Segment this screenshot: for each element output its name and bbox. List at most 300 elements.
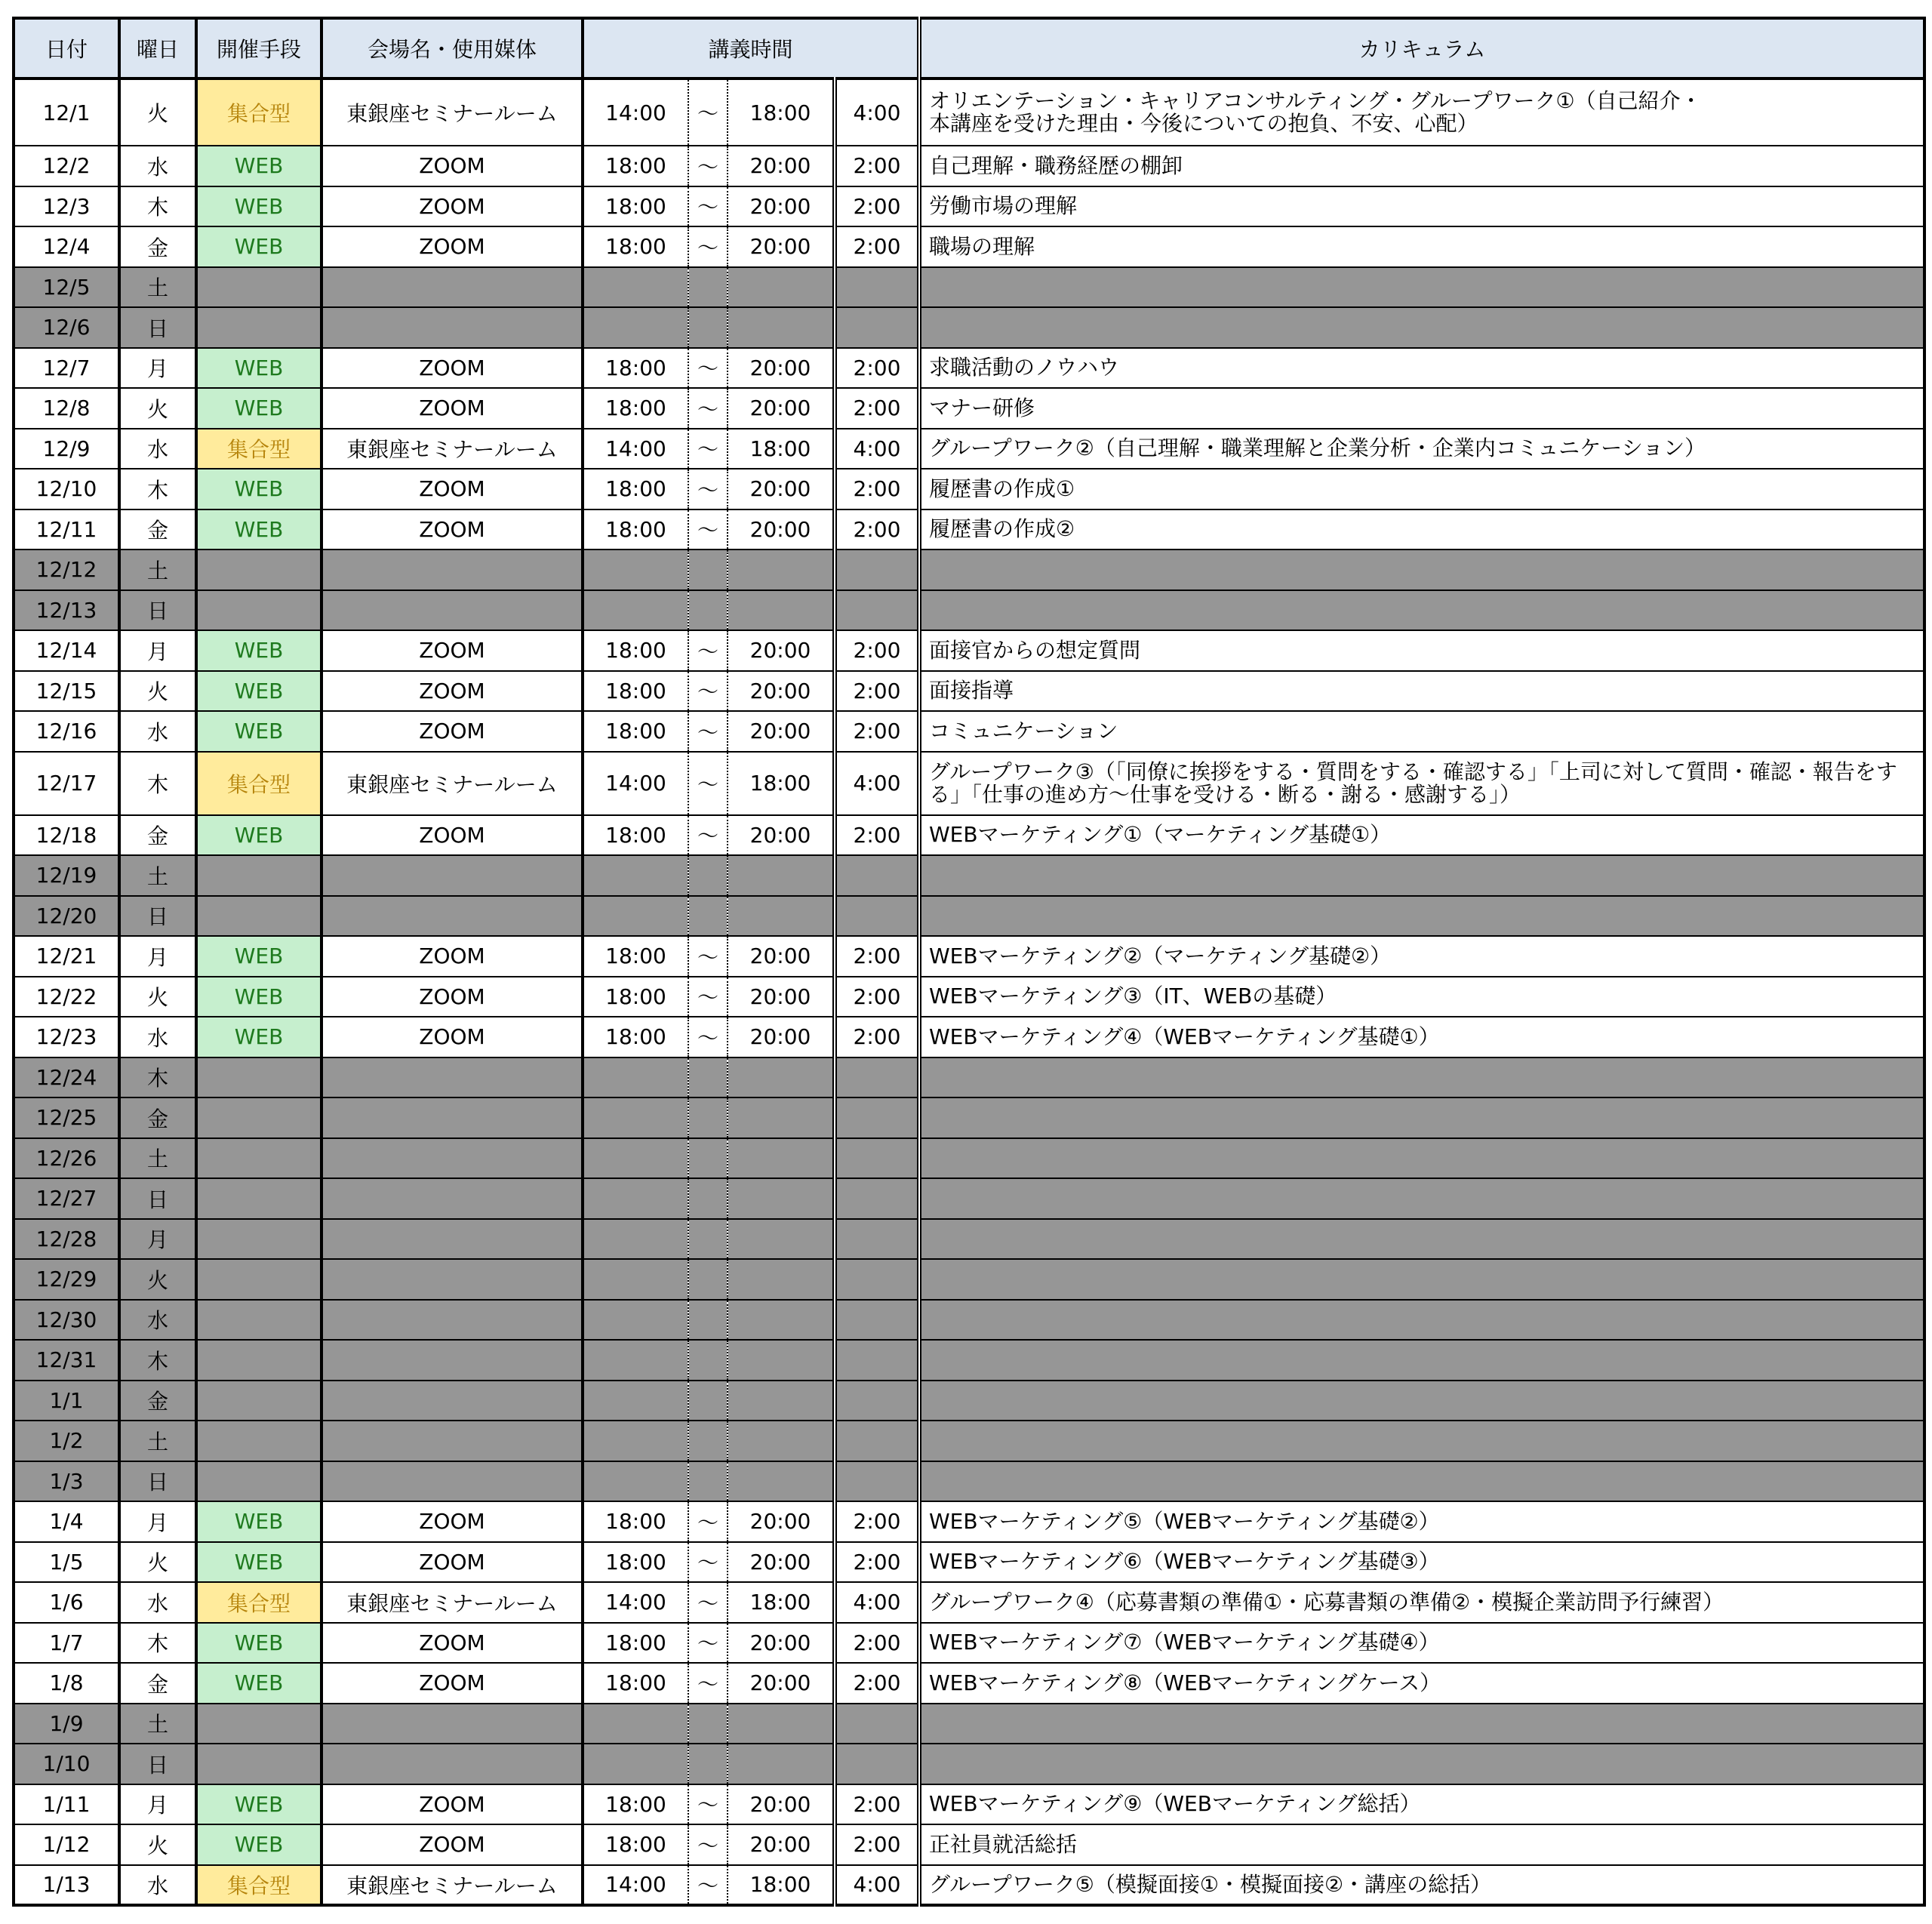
duration-cell: 2:00 xyxy=(835,1623,919,1664)
end-time-cell: 20:00 xyxy=(728,1824,835,1865)
curriculum-cell xyxy=(919,549,1924,590)
duration-cell: 2:00 xyxy=(835,671,919,712)
time-separator-cell: 〜 xyxy=(688,752,728,815)
venue-cell: ZOOM xyxy=(321,348,583,389)
weekday-cell: 水 xyxy=(119,711,196,752)
venue-cell xyxy=(321,855,583,896)
time-separator-cell xyxy=(688,1097,728,1138)
duration-cell xyxy=(835,267,919,308)
duration-cell xyxy=(835,1461,919,1502)
end-time-cell: 20:00 xyxy=(728,1623,835,1664)
curriculum-cell xyxy=(919,307,1924,348)
duration-cell: 2:00 xyxy=(835,146,919,186)
curriculum-cell xyxy=(919,855,1924,896)
curriculum-cell xyxy=(919,1421,1924,1461)
curriculum-cell: 面接指導 xyxy=(919,671,1924,712)
start-time-cell: 18:00 xyxy=(583,1824,688,1865)
start-time-cell: 18:00 xyxy=(583,186,688,227)
venue-cell xyxy=(321,1259,583,1300)
curriculum-cell: WEBマーケティング③（IT、WEBの基礎） xyxy=(919,977,1924,1017)
venue-cell: ZOOM xyxy=(321,186,583,227)
curriculum-cell: 自己理解・職務経歴の棚卸 xyxy=(919,146,1924,186)
date-cell: 12/11 xyxy=(14,509,119,550)
end-time-cell: 20:00 xyxy=(728,226,835,267)
format-cell: WEB xyxy=(196,977,321,1017)
holiday-row xyxy=(14,307,1924,348)
end-time-cell xyxy=(728,1421,835,1461)
venue-cell xyxy=(321,590,583,631)
weekday-cell: 水 xyxy=(119,429,196,469)
venue-cell xyxy=(321,1421,583,1461)
start-time-cell xyxy=(583,1381,688,1421)
curriculum-cell xyxy=(919,1138,1924,1179)
duration-cell xyxy=(835,1259,919,1300)
format-cell xyxy=(196,1259,321,1300)
time-separator-cell xyxy=(688,1178,728,1219)
duration-cell xyxy=(835,1300,919,1341)
weekday-cell: 金 xyxy=(119,1663,196,1704)
start-time-cell: 18:00 xyxy=(583,977,688,1017)
holiday-row xyxy=(14,1340,1924,1381)
curriculum-cell: WEBマーケティング⑥（WEBマーケティング基礎③） xyxy=(919,1542,1924,1583)
venue-cell: ZOOM xyxy=(321,1663,583,1704)
time-separator-cell: 〜 xyxy=(688,815,728,856)
start-time-cell: 14:00 xyxy=(583,1582,688,1623)
venue-cell: ZOOM xyxy=(321,711,583,752)
duration-cell: 2:00 xyxy=(835,815,919,856)
date-cell: 12/22 xyxy=(14,977,119,1017)
date-cell: 12/28 xyxy=(14,1219,119,1260)
date-cell: 12/15 xyxy=(14,671,119,712)
format-cell: WEB xyxy=(196,146,321,186)
time-separator-cell: 〜 xyxy=(688,146,728,186)
start-time-cell xyxy=(583,1421,688,1461)
time-separator-cell: 〜 xyxy=(688,1582,728,1623)
weekday-cell: 木 xyxy=(119,1057,196,1098)
table-row xyxy=(14,1623,1924,1664)
time-separator-cell: 〜 xyxy=(688,977,728,1017)
weekday-cell: 日 xyxy=(119,1178,196,1219)
date-cell: 12/18 xyxy=(14,815,119,856)
holiday-row xyxy=(14,267,1924,308)
duration-cell: 2:00 xyxy=(835,1824,919,1865)
curriculum-cell: 面接官からの想定質問 xyxy=(919,630,1924,671)
curriculum-cell: グループワーク③（「同僚に挨拶をする・質問をする・確認する」「上司に対して質問・確認・報告をす る」「仕事の進め方〜仕事を受ける・断る・謝る・感謝する」） xyxy=(919,752,1924,815)
start-time-cell xyxy=(583,1744,688,1784)
time-separator-cell: 〜 xyxy=(688,388,728,429)
format-cell: WEB xyxy=(196,1824,321,1865)
duration-cell: 2:00 xyxy=(835,1784,919,1825)
curriculum-cell: グループワーク④（応募書類の準備①・応募書類の準備②・模擬企業訪問予行練習） xyxy=(919,1582,1924,1623)
holiday-row xyxy=(14,1381,1924,1421)
end-time-cell: 20:00 xyxy=(728,388,835,429)
curriculum-cell: 労働市場の理解 xyxy=(919,186,1924,227)
venue-cell: ZOOM xyxy=(321,671,583,712)
duration-cell xyxy=(835,1178,919,1219)
curriculum-cell: コミュニケーション xyxy=(919,711,1924,752)
holiday-row xyxy=(14,1704,1924,1744)
time-separator-cell xyxy=(688,1381,728,1421)
holiday-row xyxy=(14,1057,1924,1098)
end-time-cell: 18:00 xyxy=(728,1865,835,1906)
table-row xyxy=(14,977,1924,1017)
header-day: 曜日 xyxy=(119,18,196,78)
end-time-cell: 20:00 xyxy=(728,509,835,550)
venue-cell xyxy=(321,1704,583,1744)
start-time-cell: 18:00 xyxy=(583,1542,688,1583)
holiday-row xyxy=(14,549,1924,590)
venue-cell: ZOOM xyxy=(321,1501,583,1542)
format-cell: 集合型 xyxy=(196,1865,321,1906)
format-cell: WEB xyxy=(196,936,321,977)
date-cell: 12/23 xyxy=(14,1017,119,1057)
time-separator-cell xyxy=(688,590,728,631)
date-cell: 12/14 xyxy=(14,630,119,671)
format-cell: WEB xyxy=(196,1017,321,1057)
date-cell: 1/2 xyxy=(14,1421,119,1461)
duration-cell: 2:00 xyxy=(835,186,919,227)
venue-cell: ZOOM xyxy=(321,630,583,671)
format-cell xyxy=(196,1138,321,1179)
weekday-cell: 木 xyxy=(119,752,196,815)
format-cell xyxy=(196,1178,321,1219)
duration-cell: 2:00 xyxy=(835,711,919,752)
start-time-cell xyxy=(583,590,688,631)
format-cell xyxy=(196,1097,321,1138)
weekday-cell: 木 xyxy=(119,1340,196,1381)
end-time-cell xyxy=(728,1259,835,1300)
venue-cell xyxy=(321,1178,583,1219)
start-time-cell: 18:00 xyxy=(583,509,688,550)
duration-cell xyxy=(835,1097,919,1138)
end-time-cell xyxy=(728,1097,835,1138)
end-time-cell xyxy=(728,1138,835,1179)
table-row xyxy=(14,1663,1924,1704)
date-cell: 12/12 xyxy=(14,549,119,590)
end-time-cell xyxy=(728,1340,835,1381)
format-cell: 集合型 xyxy=(196,752,321,815)
start-time-cell: 14:00 xyxy=(583,1865,688,1906)
duration-cell xyxy=(835,1340,919,1381)
table-row xyxy=(14,1784,1924,1825)
end-time-cell: 20:00 xyxy=(728,469,835,509)
end-time-cell: 20:00 xyxy=(728,146,835,186)
duration-cell: 2:00 xyxy=(835,509,919,550)
weekday-cell: 土 xyxy=(119,1138,196,1179)
end-time-cell: 20:00 xyxy=(728,1784,835,1825)
weekday-cell: 土 xyxy=(119,1704,196,1744)
date-cell: 1/13 xyxy=(14,1865,119,1906)
time-separator-cell: 〜 xyxy=(688,1784,728,1825)
date-cell: 12/1 xyxy=(14,78,119,146)
header-format: 開催手段 xyxy=(196,18,321,78)
time-separator-cell: 〜 xyxy=(688,1501,728,1542)
curriculum-cell: WEBマーケティング⑧（WEBマーケティングケース） xyxy=(919,1663,1924,1704)
curriculum-cell xyxy=(919,1178,1924,1219)
start-time-cell: 18:00 xyxy=(583,711,688,752)
date-cell: 12/30 xyxy=(14,1300,119,1341)
header-curriculum: カリキュラム xyxy=(919,18,1924,78)
format-cell xyxy=(196,1421,321,1461)
venue-cell: 東銀座セミナールーム xyxy=(321,429,583,469)
holiday-row xyxy=(14,1138,1924,1179)
format-cell: WEB xyxy=(196,1542,321,1583)
end-time-cell xyxy=(728,1178,835,1219)
venue-cell xyxy=(321,1381,583,1421)
end-time-cell: 20:00 xyxy=(728,1501,835,1542)
table-row xyxy=(14,1865,1924,1906)
format-cell: WEB xyxy=(196,226,321,267)
duration-cell xyxy=(835,549,919,590)
duration-cell xyxy=(835,855,919,896)
weekday-cell: 土 xyxy=(119,267,196,308)
date-cell: 1/6 xyxy=(14,1582,119,1623)
venue-cell: ZOOM xyxy=(321,388,583,429)
start-time-cell xyxy=(583,1178,688,1219)
end-time-cell xyxy=(728,1704,835,1744)
curriculum-cell: 履歴書の作成① xyxy=(919,469,1924,509)
format-cell: WEB xyxy=(196,671,321,712)
date-cell: 1/8 xyxy=(14,1663,119,1704)
curriculum-cell xyxy=(919,896,1924,937)
curriculum-cell xyxy=(919,267,1924,308)
end-time-cell: 18:00 xyxy=(728,429,835,469)
weekday-cell: 月 xyxy=(119,1219,196,1260)
time-separator-cell: 〜 xyxy=(688,348,728,389)
format-cell: WEB xyxy=(196,1784,321,1825)
table-row xyxy=(14,1017,1924,1057)
format-cell xyxy=(196,1300,321,1341)
format-cell xyxy=(196,1704,321,1744)
duration-cell: 2:00 xyxy=(835,348,919,389)
curriculum-cell: 正社員就活総括 xyxy=(919,1824,1924,1865)
date-cell: 1/3 xyxy=(14,1461,119,1502)
end-time-cell xyxy=(728,549,835,590)
format-cell xyxy=(196,267,321,308)
header-date: 日付 xyxy=(14,18,119,78)
venue-cell xyxy=(321,1340,583,1381)
start-time-cell xyxy=(583,267,688,308)
weekday-cell: 火 xyxy=(119,78,196,146)
time-separator-cell xyxy=(688,549,728,590)
date-cell: 12/7 xyxy=(14,348,119,389)
weekday-cell: 金 xyxy=(119,815,196,856)
curriculum-cell: WEBマーケティング⑦（WEBマーケティング基礎④） xyxy=(919,1623,1924,1664)
venue-cell: ZOOM xyxy=(321,1623,583,1664)
start-time-cell: 18:00 xyxy=(583,815,688,856)
venue-cell xyxy=(321,1219,583,1260)
end-time-cell xyxy=(728,1744,835,1784)
venue-cell: ZOOM xyxy=(321,936,583,977)
venue-cell: ZOOM xyxy=(321,815,583,856)
duration-cell xyxy=(835,1704,919,1744)
time-separator-cell xyxy=(688,1744,728,1784)
schedule-table xyxy=(12,17,1926,1907)
end-time-cell: 18:00 xyxy=(728,78,835,146)
date-cell: 12/21 xyxy=(14,936,119,977)
time-separator-cell: 〜 xyxy=(688,1542,728,1583)
time-separator-cell: 〜 xyxy=(688,711,728,752)
venue-cell: ZOOM xyxy=(321,1824,583,1865)
time-separator-cell: 〜 xyxy=(688,1623,728,1664)
venue-cell xyxy=(321,307,583,348)
time-separator-cell: 〜 xyxy=(688,78,728,146)
date-cell: 1/1 xyxy=(14,1381,119,1421)
duration-cell: 4:00 xyxy=(835,429,919,469)
date-cell: 12/17 xyxy=(14,752,119,815)
format-cell: WEB xyxy=(196,1663,321,1704)
format-cell: 集合型 xyxy=(196,1582,321,1623)
curriculum-cell: WEBマーケティング①（マーケティング基礎①） xyxy=(919,815,1924,856)
date-cell: 12/24 xyxy=(14,1057,119,1098)
date-cell: 12/4 xyxy=(14,226,119,267)
date-cell: 12/20 xyxy=(14,896,119,937)
duration-cell xyxy=(835,1219,919,1260)
venue-cell xyxy=(321,896,583,937)
weekday-cell: 日 xyxy=(119,590,196,631)
format-cell: WEB xyxy=(196,388,321,429)
duration-cell: 2:00 xyxy=(835,1501,919,1542)
time-separator-cell: 〜 xyxy=(688,671,728,712)
venue-cell: ZOOM xyxy=(321,469,583,509)
time-separator-cell: 〜 xyxy=(688,1824,728,1865)
curriculum-cell: グループワーク②（自己理解・職業理解と企業分析・企業内コミュニケーション） xyxy=(919,429,1924,469)
venue-cell: ZOOM xyxy=(321,1784,583,1825)
end-time-cell xyxy=(728,1219,835,1260)
duration-cell xyxy=(835,1744,919,1784)
curriculum-cell: 求職活動のノウハウ xyxy=(919,348,1924,389)
weekday-cell: 日 xyxy=(119,1461,196,1502)
time-separator-cell xyxy=(688,1300,728,1341)
weekday-cell: 木 xyxy=(119,186,196,227)
venue-cell xyxy=(321,1461,583,1502)
weekday-cell: 火 xyxy=(119,388,196,429)
time-separator-cell: 〜 xyxy=(688,1017,728,1057)
start-time-cell xyxy=(583,1057,688,1098)
holiday-row xyxy=(14,1219,1924,1260)
table-row xyxy=(14,226,1924,267)
weekday-cell: 月 xyxy=(119,1784,196,1825)
weekday-cell: 土 xyxy=(119,549,196,590)
table-row xyxy=(14,752,1924,815)
date-cell: 12/5 xyxy=(14,267,119,308)
weekday-cell: 日 xyxy=(119,896,196,937)
time-separator-cell xyxy=(688,1259,728,1300)
weekday-cell: 月 xyxy=(119,630,196,671)
table-row xyxy=(14,671,1924,712)
holiday-row xyxy=(14,1097,1924,1138)
start-time-cell xyxy=(583,1138,688,1179)
start-time-cell: 14:00 xyxy=(583,752,688,815)
date-cell: 1/9 xyxy=(14,1704,119,1744)
schedule-rows xyxy=(14,78,1924,1905)
curriculum-cell: WEBマーケティング④（WEBマーケティング基礎①） xyxy=(919,1017,1924,1057)
venue-cell: ZOOM xyxy=(321,1542,583,1583)
weekday-cell: 金 xyxy=(119,1097,196,1138)
format-cell xyxy=(196,1219,321,1260)
venue-cell: ZOOM xyxy=(321,1017,583,1057)
end-time-cell xyxy=(728,267,835,308)
format-cell: 集合型 xyxy=(196,429,321,469)
curriculum-cell xyxy=(919,1219,1924,1260)
date-cell: 1/4 xyxy=(14,1501,119,1542)
duration-cell xyxy=(835,590,919,631)
curriculum-cell xyxy=(919,1461,1924,1502)
format-cell: WEB xyxy=(196,815,321,856)
venue-cell xyxy=(321,1744,583,1784)
end-time-cell: 20:00 xyxy=(728,630,835,671)
table-row xyxy=(14,78,1924,146)
format-cell: WEB xyxy=(196,348,321,389)
start-time-cell: 18:00 xyxy=(583,671,688,712)
time-separator-cell xyxy=(688,1219,728,1260)
venue-cell: ZOOM xyxy=(321,226,583,267)
table-row xyxy=(14,429,1924,469)
header-venue: 会場名・使用媒体 xyxy=(321,18,583,78)
curriculum-cell: WEBマーケティング②（マーケティング基礎②） xyxy=(919,936,1924,977)
curriculum-cell: WEBマーケティング⑤（WEBマーケティング基礎②） xyxy=(919,1501,1924,1542)
end-time-cell xyxy=(728,307,835,348)
start-time-cell: 14:00 xyxy=(583,429,688,469)
date-cell: 12/13 xyxy=(14,590,119,631)
start-time-cell xyxy=(583,1097,688,1138)
venue-cell: ZOOM xyxy=(321,146,583,186)
time-separator-cell xyxy=(688,1138,728,1179)
venue-cell: 東銀座セミナールーム xyxy=(321,78,583,146)
time-separator-cell: 〜 xyxy=(688,630,728,671)
duration-cell: 4:00 xyxy=(835,1865,919,1906)
curriculum-cell: 履歴書の作成② xyxy=(919,509,1924,550)
end-time-cell: 20:00 xyxy=(728,671,835,712)
date-cell: 12/6 xyxy=(14,307,119,348)
weekday-cell: 木 xyxy=(119,469,196,509)
start-time-cell: 18:00 xyxy=(583,630,688,671)
time-separator-cell xyxy=(688,1421,728,1461)
format-cell: WEB xyxy=(196,509,321,550)
duration-cell: 2:00 xyxy=(835,977,919,1017)
curriculum-cell xyxy=(919,1057,1924,1098)
venue-cell: 東銀座セミナールーム xyxy=(321,1582,583,1623)
start-time-cell: 14:00 xyxy=(583,78,688,146)
table-row xyxy=(14,630,1924,671)
time-separator-cell: 〜 xyxy=(688,469,728,509)
table-row xyxy=(14,348,1924,389)
start-time-cell xyxy=(583,1219,688,1260)
start-time-cell xyxy=(583,896,688,937)
format-cell xyxy=(196,896,321,937)
date-cell: 12/10 xyxy=(14,469,119,509)
end-time-cell: 18:00 xyxy=(728,1582,835,1623)
holiday-row xyxy=(14,1178,1924,1219)
format-cell xyxy=(196,1461,321,1502)
weekday-cell: 火 xyxy=(119,977,196,1017)
weekday-cell: 火 xyxy=(119,1542,196,1583)
end-time-cell: 20:00 xyxy=(728,1663,835,1704)
holiday-row xyxy=(14,1744,1924,1784)
curriculum-cell xyxy=(919,1381,1924,1421)
venue-cell: 東銀座セミナールーム xyxy=(321,1865,583,1906)
format-cell xyxy=(196,1744,321,1784)
weekday-cell: 金 xyxy=(119,1381,196,1421)
time-separator-cell: 〜 xyxy=(688,226,728,267)
start-time-cell xyxy=(583,1300,688,1341)
duration-cell xyxy=(835,1057,919,1098)
curriculum-cell: 職場の理解 xyxy=(919,226,1924,267)
date-cell: 12/25 xyxy=(14,1097,119,1138)
curriculum-cell xyxy=(919,1097,1924,1138)
duration-cell: 4:00 xyxy=(835,78,919,146)
date-cell: 12/2 xyxy=(14,146,119,186)
